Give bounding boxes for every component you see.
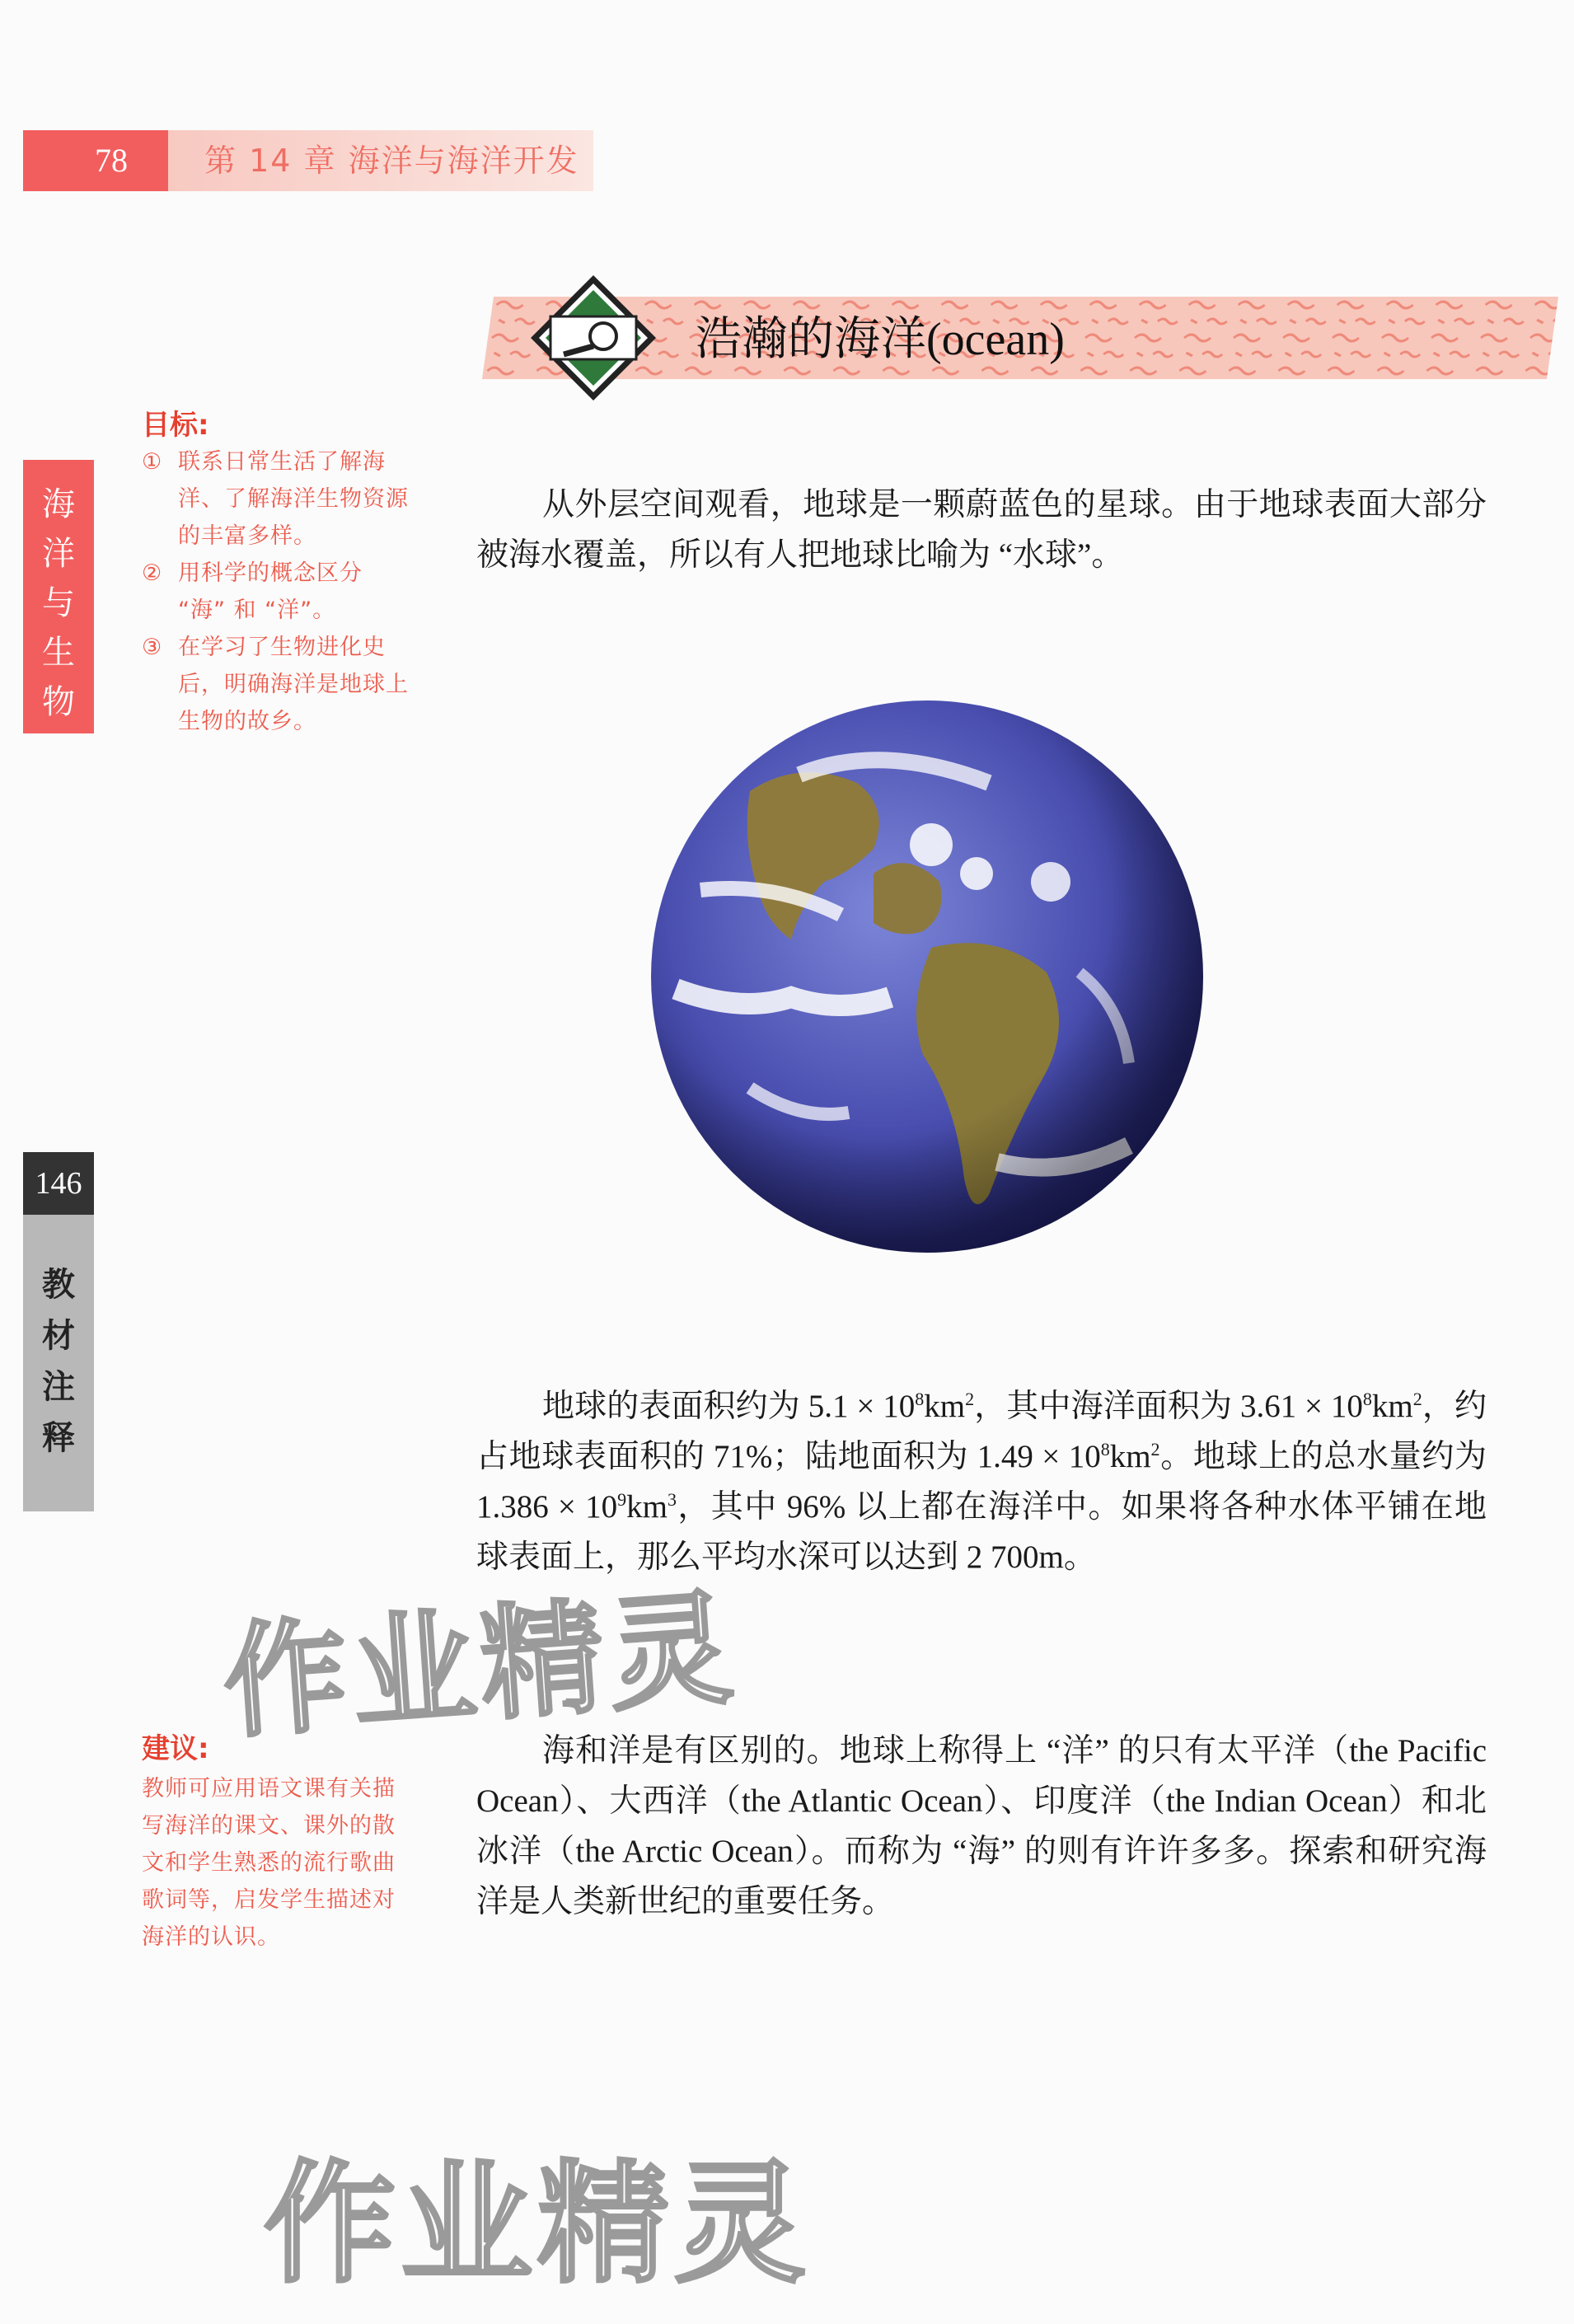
paragraph-area-stats <box>476 1381 1487 1582</box>
suggestion-line: 歌词等，启发学生描述对 <box>142 1887 396 1913</box>
goal-line: 用科学的概念区分 <box>178 560 363 586</box>
goal-line: 洋、了解海洋生物资源 <box>178 486 409 512</box>
suggestion-heading: 建议: <box>142 1732 209 1765</box>
p2-sup-b: 2 <box>965 1389 975 1409</box>
goal-line: 联系日常生活了解海 <box>178 449 386 475</box>
goal-number: ③ <box>142 635 163 660</box>
chapter-side-tab-char: 物 <box>42 683 75 721</box>
paragraph-intro: 从外层空间观看，地球是一颗蔚蓝色的星球。由于地球表面大部分被海水覆盖，所以有人把地球比喻为 “水球”。 <box>476 487 1487 573</box>
p2-sup-e: 8 <box>1100 1439 1110 1460</box>
p2-sup-f: 2 <box>1150 1439 1160 1460</box>
goal-line: “海” 和 “洋”。 <box>178 597 336 623</box>
notes-side-tab-char: 材 <box>42 1317 75 1355</box>
page-number: 78 <box>95 142 128 179</box>
goal-item <box>142 629 438 740</box>
chapter-side-tab-char: 海 <box>42 485 75 523</box>
goal-item <box>142 555 438 629</box>
chapter-side-tab-label <box>23 480 94 727</box>
p2-sup-d: 2 <box>1412 1389 1422 1409</box>
goal-number: ② <box>142 560 163 586</box>
p2-text-b: km <box>924 1389 966 1424</box>
p2-text-a: 地球的表面积约为 5.1 × 10 <box>542 1389 916 1424</box>
suggestion-line: 教师可应用语文课有关描 <box>142 1776 396 1802</box>
p2-sup-g: 9 <box>617 1489 627 1510</box>
suggestion-line: 文和学生熟悉的流行歌曲 <box>142 1850 396 1876</box>
paragraph-oceans: 海和洋是有区别的。地球上称得上 “洋” 的只有太平洋（the Pacific Ocean）、大西洋（the Atlantic Ocean）、印度洋（the Indian Ocean）和北冰洋（the Arctic Ocean）。而称为 “海” 的则有许许多多。探索和研究海洋是人类新世纪的重要任务。 <box>476 1733 1487 1919</box>
earth-photo <box>651 700 1203 1253</box>
goals-heading: 目标: <box>142 409 209 442</box>
notes-side-tab-label <box>23 1259 94 1464</box>
chapter-side-tab-char: 与 <box>42 584 75 622</box>
goal-line: 后，明确海洋是地球上 <box>178 672 409 697</box>
p2-text-d: km <box>1371 1389 1413 1424</box>
p2-text-i: ，其中 96% 以上都在海洋中。如果将各种水体平铺在地球表面上，那么平均水深可以达到 2 700m。 <box>476 1489 1487 1575</box>
goal-number: ① <box>142 449 163 475</box>
goal-line: 的丰富多样。 <box>178 523 316 549</box>
p2-text-g: 。地球上的总水量约为 1.386 × 10 <box>476 1439 1487 1525</box>
goals-list <box>142 443 438 740</box>
goal-item <box>142 443 438 555</box>
p2-sup-a: 8 <box>915 1389 925 1409</box>
suggestion-line: 写海洋的课文、课外的散 <box>142 1813 396 1839</box>
chapter-side-tab-char: 生 <box>42 634 75 672</box>
chapter-title: 第 14 章 海洋与海洋开发 <box>204 143 579 179</box>
suggestion-line: 海洋的认识。 <box>142 1924 280 1950</box>
watermark-1: 作业精灵 <box>218 1577 742 1756</box>
notes-side-tab-char: 注 <box>42 1368 75 1406</box>
p2-text-h: km <box>626 1489 668 1525</box>
section-title: 浩瀚的海洋(ocean) <box>696 314 1065 365</box>
goal-line: 生物的故乡。 <box>178 709 316 734</box>
p2-text-f: km <box>1109 1439 1151 1474</box>
p2-text-e: ，约占地球表面积的 71%；陆地面积为 1.49 × 10 <box>476 1389 1487 1474</box>
side-page-number: 146 <box>23 1152 94 1215</box>
notes-side-tab-char: 释 <box>42 1419 75 1457</box>
suggestion-text <box>142 1770 438 1956</box>
p2-sup-h: 3 <box>667 1489 677 1510</box>
chapter-side-tab-char: 洋 <box>42 535 75 573</box>
magnifier-badge-icon <box>527 272 659 404</box>
notes-side-tab-char: 教 <box>42 1266 75 1304</box>
p2-sup-c: 8 <box>1362 1389 1372 1409</box>
p2-text-c: ，其中海洋面积为 3.61 × 10 <box>974 1389 1363 1424</box>
watermark-2: 作业精灵 <box>264 2147 812 2301</box>
goal-line: 在学习了生物进化史 <box>178 635 386 660</box>
